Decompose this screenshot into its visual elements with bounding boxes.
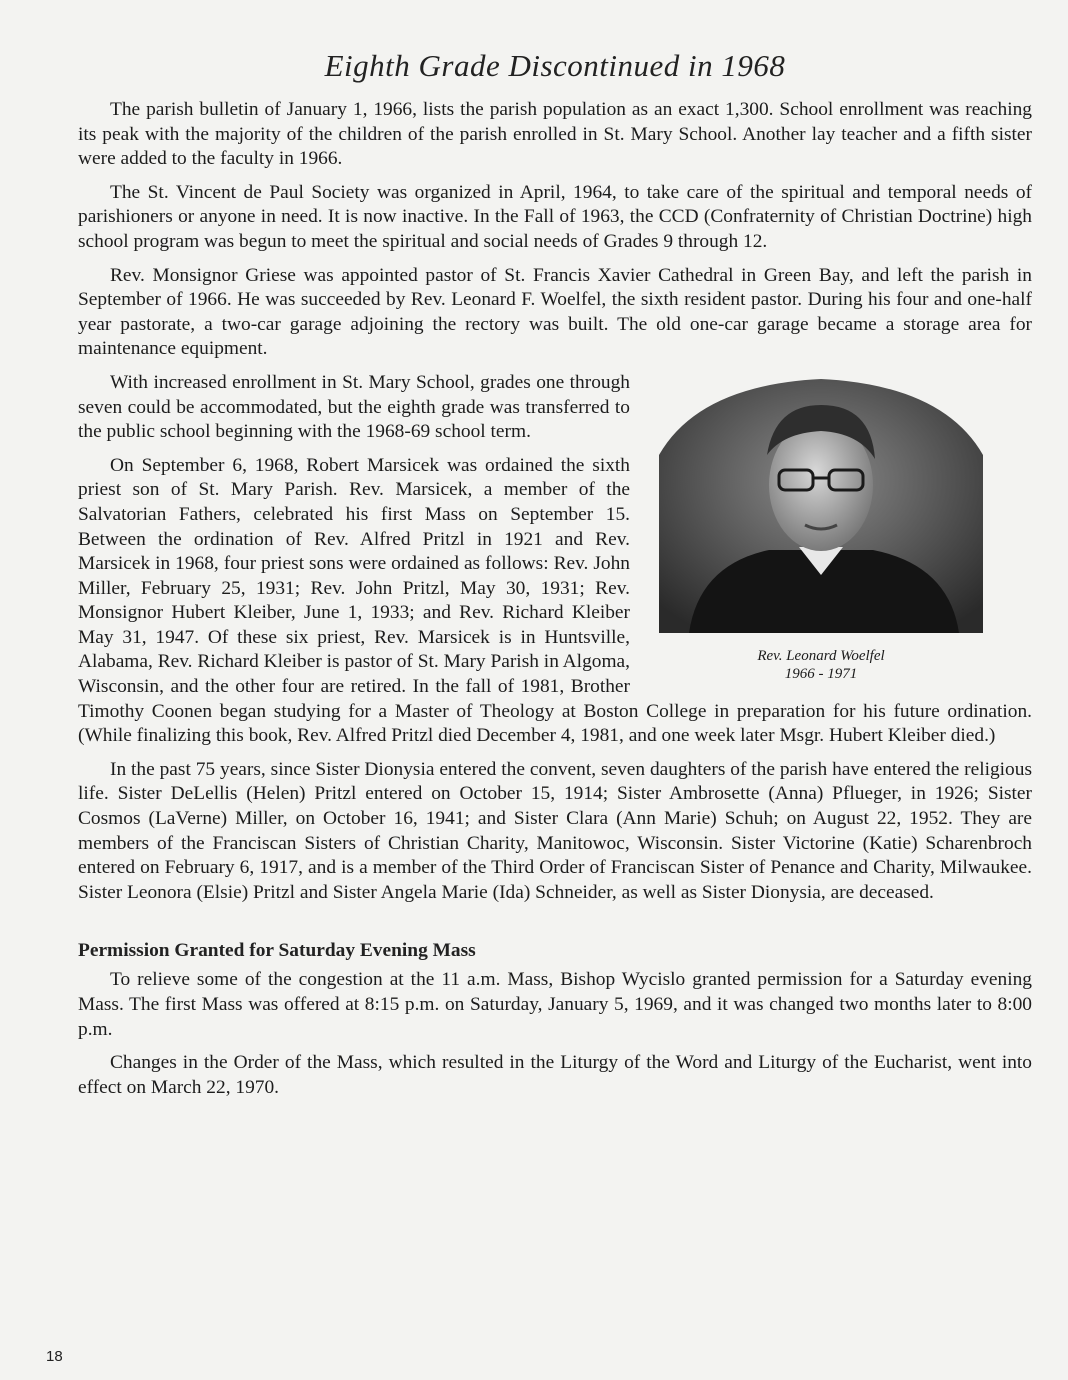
paragraph-griese: Rev. Monsignor Griese was appointed pastor of St. Francis Xavier Cathedral in Green Bay, and left the parish in September of 1966. He was succeeded by Rev. Leonard F. Woelfel, the sixth resident pastor. During his four and one-half year pastorate, a two-car garage adjoining the rectory was built. The old one-car garage became a storage area for maintenance equipment. xyxy=(78,264,1032,360)
caption-name: Rev. Leonard Woelfel xyxy=(757,647,885,664)
portrait-caption xyxy=(656,647,986,683)
section-heading: Permission Granted for Saturday Evening Mass xyxy=(78,940,476,962)
paragraph-enrollment: The parish bulletin of January 1, 1966, lists the parish population as an exact 1,300. School enrollment was reaching its peak with the majority of the children of the parish enrolled in St. Mary School. Another lay teacher and a fifth sister were added to the faculty in 1966. xyxy=(78,99,1032,170)
paragraph-eighth-grade: With increased enrollment in St. Mary School, grades one through seven could be accommodated, but the eighth grade was transferred to the public school beginning with the 1968-69 school term. xyxy=(78,371,630,443)
paragraph-sisters: In the past 75 years, since Sister Dionysia entered the convent, seven daughters of the parish have entered the religious life. Sister DeLellis (Helen) Pritzl entered on October 15, 1914; Sister Ambrosette (Anna) Pflueger, in 1926; Sister Cosmos (LaVerne) Miller, on October 16, 1941; and Sister Clara (Ann Marie) Schuh; on August 22, 1952. They are members of the Franciscan Sisters of Christian Charity, Manitowoc, Wisconsin. Sister Victorine (Katie) Scharenbroch entered on February 6, 1917, and is a member of the Third Order of Franciscan Sister of Penance and Charity, Milwaukee. Sister Leonora (Elsie) Pritzl and Sister Angela Marie (Ida) Schneider, as well as Sister Dionysia, are deceased. xyxy=(78,758,1032,903)
caption-years: 1966 - 1971 xyxy=(784,665,858,682)
portrait-photo xyxy=(659,375,983,633)
paragraph-st-vincent: The St. Vincent de Paul Society was organized in April, 1964, to take care of the spiritual and temporal needs of parishioners or anyone in need. It is now inactive. In the Fall of 1963, the CCD (Confraternity of Christian Doctrine) high school program was begun to meet the spiritual and social needs of Grades 9 through 12. xyxy=(78,181,1032,252)
document-page xyxy=(78,48,1032,1109)
portrait-figure xyxy=(656,375,986,683)
paragraph-order-of-mass: Changes in the Order of the Mass, which resulted in the Liturgy of the Word and Liturgy of the Eucharist, went into effect on March 22, 1970. xyxy=(78,1052,1032,1098)
page-number: 18 xyxy=(46,1348,63,1365)
paragraph-saturday-mass: To relieve some of the congestion at the 11 a.m. Mass, Bishop Wycislo granted permission for a Saturday evening Mass. The first Mass was offered at 8:15 p.m. on Saturday, January 5, 1969, and it was changed two months later to 8:00 p.m. xyxy=(78,969,1032,1040)
page-title: Eighth Grade Discontinued in 1968 xyxy=(324,48,786,83)
paragraph-marsicek: On September 6, 1968, Robert Marsicek was ordained the sixth priest son of St. Mary Parish. Rev. Marsicek, a member of the Salvatorian Fathers, celebrated his first Mass on September 15. Between the ordination of Rev. Alfred Pritzl in 1921 and Rev. Marsicek in 1968, four priest sons were ordained as follows: Rev. John Miller, February 25, 1931; Rev. John Pritzl, May 30, 1931; Rev. Monsignor Hubert Kleiber, June 1, 1933; and Rev. Richard Kleiber May 31, 1947. Of these six priest, Rev. Marsicek is in Huntsville, Alabama, Rev. Richard Kleiber is pastor of St. Mary Parish in Algoma, Wisconsin, and the other four are retired. In the fall of 1981, Brother Timothy Coonen began studying for a Master of Theology at Boston College in preparation for his future ordination. (While finalizing this book, Rev. Alfred Pritzl died December 4, 1981, and one week later Msgr. Hubert Kleiber died.) xyxy=(78,454,1032,747)
